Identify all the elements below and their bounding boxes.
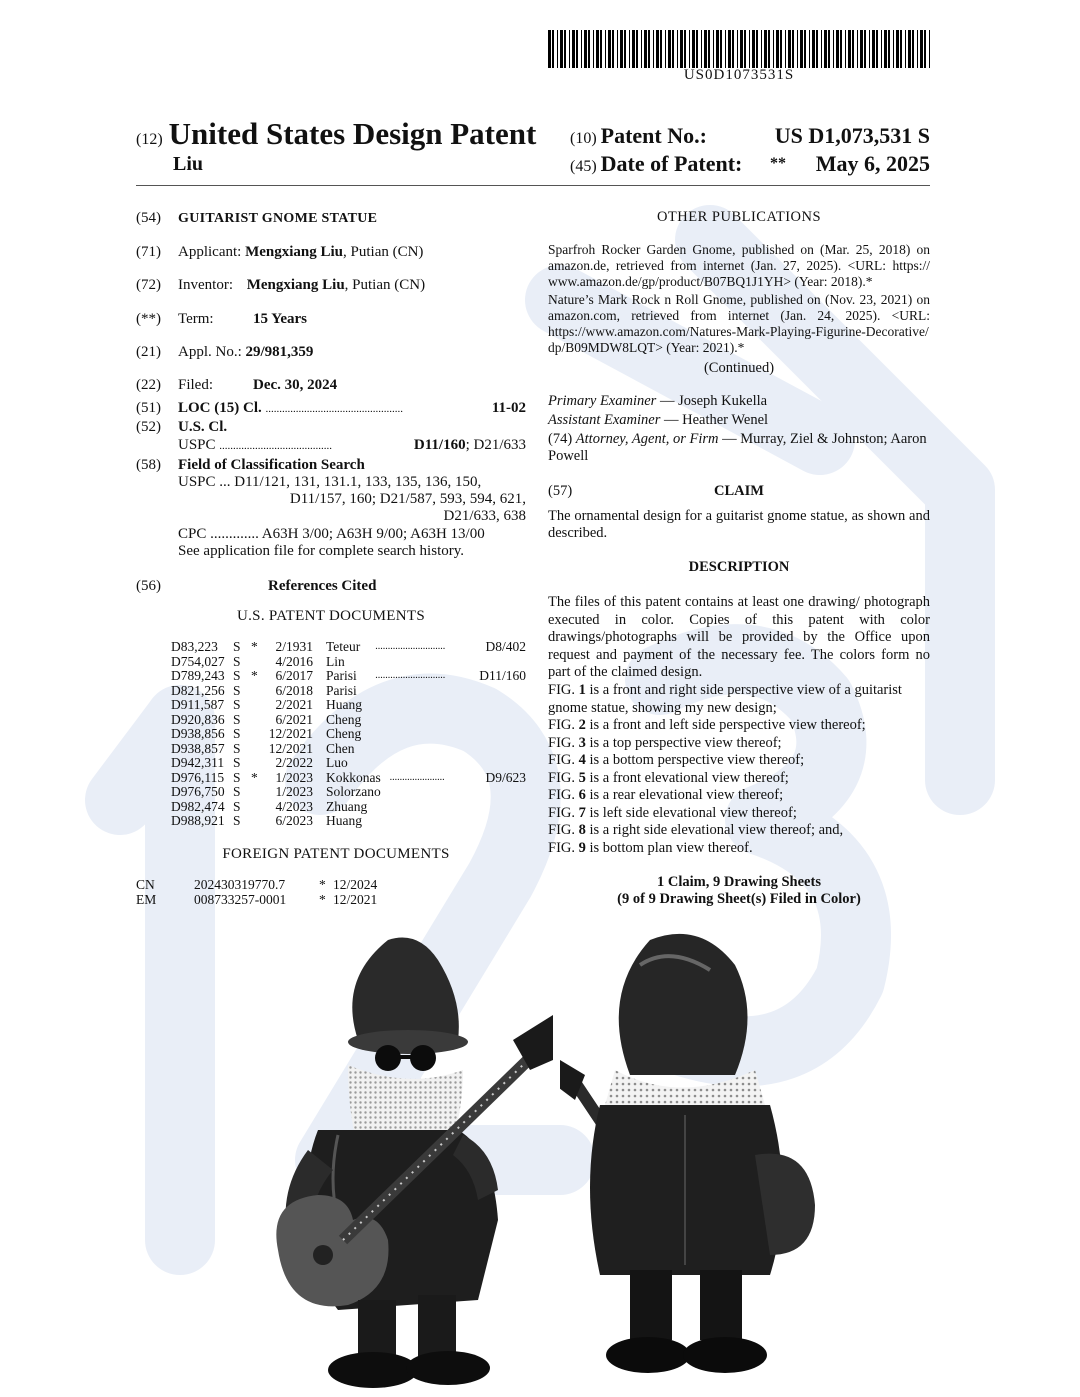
foreign-ref-star: * [319, 891, 326, 907]
fig-number: 4 [578, 752, 586, 768]
description-text: The files of this patent contains at least one drawing/ photograph executed in color. Copies of this patent with color drawings/photographs will be provided by the Office upon request and payment of the necessary fee. The colors form no part of the claimed design. [548, 594, 930, 680]
ref-date: 6/2018 [275, 682, 313, 698]
ref-cls: D9/623 [485, 769, 526, 785]
foreign-ref-date: 12/2024 [333, 877, 378, 892]
fig-label: FIG. [548, 839, 575, 856]
ref-num: D982,474 [171, 798, 225, 814]
us-reference-row [171, 640, 526, 655]
ref-name: Zhuang [326, 798, 368, 814]
header-rule [136, 185, 930, 186]
foreign-ref-country: EM [136, 891, 157, 907]
fig-label: FIG. [548, 752, 575, 768]
fig-label: FIG. [548, 734, 575, 751]
fig-text: is a rear elevational view thereof; [585, 787, 784, 803]
ref-num: D976,115 [171, 769, 225, 785]
foreign-documents-heading: FOREIGN PATENT DOCUMENTS [222, 846, 450, 862]
ref-kind: S [233, 798, 241, 814]
ref-star: * [251, 639, 258, 654]
fig-text: is bottom plan view thereof. [585, 839, 753, 856]
us-reference-row [171, 771, 526, 786]
ref-num: D789,243 [171, 668, 225, 683]
figure-description [548, 840, 930, 858]
ref-num: D976,750 [171, 784, 225, 799]
fig-number: 2 [578, 717, 586, 733]
ref-name: Parisi [326, 682, 357, 698]
fig-label: FIG. [548, 822, 575, 838]
figure-description [548, 822, 930, 840]
ref-num: D754,027 [171, 653, 225, 669]
ref-date: 4/2023 [275, 798, 313, 814]
fig-number: 1 [578, 682, 586, 698]
us-reference-row [171, 800, 526, 815]
ref-name: Cheng [326, 711, 362, 727]
publication-2: Nature’s Mark Rock n Roll Gnome, published on (Nov. 23, 2021) on amazon.com, retrieved from internet (Jan. 24, 2025). <URL: https://www.amazon.com/Natures-Mark-Playing-Figurine-Decorative/ dp/B09MDW8LQT> (Year: 2021).* [548, 292, 930, 355]
patent-date-line: (45) Date of Patent: ** May 6, 2025 [570, 151, 930, 176]
fig-label: FIG. [548, 804, 575, 821]
ref-star: * [251, 668, 258, 683]
us-reference-row [171, 814, 526, 829]
ref-kind: S [233, 726, 241, 741]
figure-description [548, 805, 930, 823]
ref-kind: S [233, 740, 241, 756]
ref-kind: S [233, 653, 241, 669]
ref-num: D821,256 [171, 682, 225, 698]
ref-date: 12/2021 [268, 726, 313, 741]
ref-name: Chen [326, 740, 355, 756]
fig-label: FIG. [548, 717, 575, 733]
fig-text: is a right side elevational view thereof; and, [585, 822, 844, 838]
foreign-ref-num: 008733257-0001 [194, 891, 287, 907]
figure-description [548, 770, 930, 788]
document-title: (12) United States Design Patent [136, 116, 537, 151]
foreign-ref-country: CN [136, 877, 155, 892]
claim-heading: (57) CLAIM [548, 483, 764, 499]
ref-name: Parisi [326, 668, 357, 683]
patent-date: May 6, 2025 [815, 151, 930, 176]
publication-1: Sparfroh Rocker Garden Gnome, published on (Mar. 25, 2018) on amazon.de, retrieved from internet (Jan. 27, 2025). <URL: https:// www.amazon.de/gp/product/B07BQ1J1YH> (Year: 2018).* [548, 242, 930, 289]
ref-name: Cheng [326, 726, 362, 741]
ref-num: D911,587 [171, 697, 225, 712]
figure-description [548, 717, 930, 735]
fig-number: 7 [578, 804, 586, 821]
fig-label: FIG. [548, 787, 575, 803]
continued-note: (Continued) [703, 360, 775, 376]
us-reference-row [171, 742, 526, 757]
ref-num: D920,836 [171, 711, 225, 727]
ref-kind: S [233, 697, 241, 712]
claim-text: The ornamental design for a guitarist gnome statue, as shown and described. [548, 508, 930, 541]
ref-cls: D11/160 [479, 668, 526, 683]
ref-name: Lin [326, 653, 345, 669]
ref-date: 1/2023 [275, 769, 313, 785]
ref-cls: D8/402 [485, 639, 526, 654]
ref-kind: S [233, 769, 241, 785]
foreign-reference-row [136, 893, 426, 908]
patent-number-line: (10) Patent No.: US D1,073,531 S [570, 123, 930, 148]
ref-date: 6/2023 [275, 813, 313, 828]
us-reference-row [171, 698, 526, 713]
figure-description [548, 735, 930, 753]
other-publications-heading: OTHER PUBLICATIONS [656, 209, 822, 225]
fig-number: 8 [578, 822, 586, 838]
ref-date: 4/2016 [275, 653, 313, 669]
inventor-short: Liu [173, 153, 204, 175]
gnome-front-figure [268, 920, 568, 1395]
ref-dots: ............................ [375, 670, 446, 681]
us-references-table [171, 640, 526, 829]
ref-name: Huang [326, 813, 362, 828]
figure-description [548, 682, 930, 717]
ref-date: 6/2017 [275, 668, 313, 683]
foreign-ref-star: * [319, 877, 326, 892]
ref-kind: S [233, 711, 241, 727]
fig-number: 5 [578, 769, 586, 786]
attorney-field: (74) Attorney, Agent, or Firm — Murray, Ziel & Johnston; Aaron Powell [548, 431, 927, 464]
ref-date: 2/2021 [275, 697, 313, 712]
fig-number: 3 [578, 734, 586, 751]
us-reference-row [171, 684, 526, 699]
fig-label: FIG. [548, 682, 575, 698]
us-documents-heading: U.S. PATENT DOCUMENTS [237, 608, 425, 624]
ref-name: Huang [326, 697, 362, 712]
foreign-reference-row [136, 878, 426, 893]
ref-name: Kokkonas [326, 769, 381, 785]
barcode-image [548, 30, 930, 68]
ref-name: Solorzano [326, 784, 381, 799]
fig-text: is a bottom perspective view thereof; [585, 752, 805, 768]
ref-num: D938,857 [171, 740, 225, 756]
us-reference-row [171, 785, 526, 800]
term-mark: ** [770, 155, 786, 172]
us-reference-row [171, 727, 526, 742]
fig-text: is left side elevational view thereof; [585, 804, 797, 821]
ref-dots: ...................... [389, 771, 445, 783]
fig-number: 9 [578, 839, 586, 856]
us-reference-row [171, 756, 526, 771]
ref-name: Luo [326, 755, 348, 770]
figure-description [548, 787, 930, 805]
ref-date: 2/1931 [275, 639, 313, 654]
ref-dots: ............................ [375, 641, 446, 652]
ref-star: * [251, 769, 258, 785]
ref-kind: S [233, 668, 241, 683]
us-reference-row [171, 669, 526, 684]
description-heading: DESCRIPTION [688, 559, 790, 575]
fig-text: is a front elevational view thereof; [585, 769, 789, 786]
ref-date: 6/2021 [275, 711, 313, 727]
ref-date: 1/2023 [275, 784, 313, 799]
ref-kind: S [233, 813, 241, 828]
primary-examiner: Primary Examiner — Joseph Kukella [548, 393, 768, 409]
fig-text: is a front and right side perspective view of a guitarist gnome statue, showing my new design; [548, 682, 902, 716]
foreign-ref-date: 12/2021 [333, 891, 378, 907]
ref-kind: S [233, 755, 241, 770]
foreign-ref-num: 202430319770.7 [194, 877, 286, 892]
gnome-rear-figure [560, 925, 830, 1395]
publication-number: US0D1073531S [683, 67, 795, 83]
ref-name: Teteur [326, 639, 361, 654]
ref-num: D938,856 [171, 726, 225, 741]
ref-num: D83,223 [171, 639, 218, 654]
fig-label: FIG. [548, 769, 575, 786]
fig-number: 6 [578, 787, 586, 803]
fig-text: is a top perspective view thereof; [585, 734, 782, 751]
ref-kind: S [233, 682, 241, 698]
ref-kind: S [233, 639, 241, 654]
figure-list [548, 682, 930, 857]
assistant-examiner: Assistant Examiner — Heather Wenel [548, 412, 769, 428]
ref-num: D988,921 [171, 813, 225, 828]
foreign-references-table [136, 878, 426, 907]
ref-num: D942,311 [171, 755, 225, 770]
patent-number: US D1,073,531 S [774, 123, 930, 148]
ref-date: 2/2022 [275, 755, 313, 770]
us-reference-row [171, 713, 526, 728]
fig-text: is a front and left side perspective view thereof; [585, 717, 866, 733]
us-reference-row [171, 655, 526, 670]
figure-description [548, 752, 930, 770]
ref-date: 12/2021 [268, 740, 313, 756]
sheets-info: 1 Claim, 9 Drawing Sheets (9 of 9 Drawing Sheet(s) Filed in Color) [617, 874, 861, 907]
ref-kind: S [233, 784, 241, 799]
